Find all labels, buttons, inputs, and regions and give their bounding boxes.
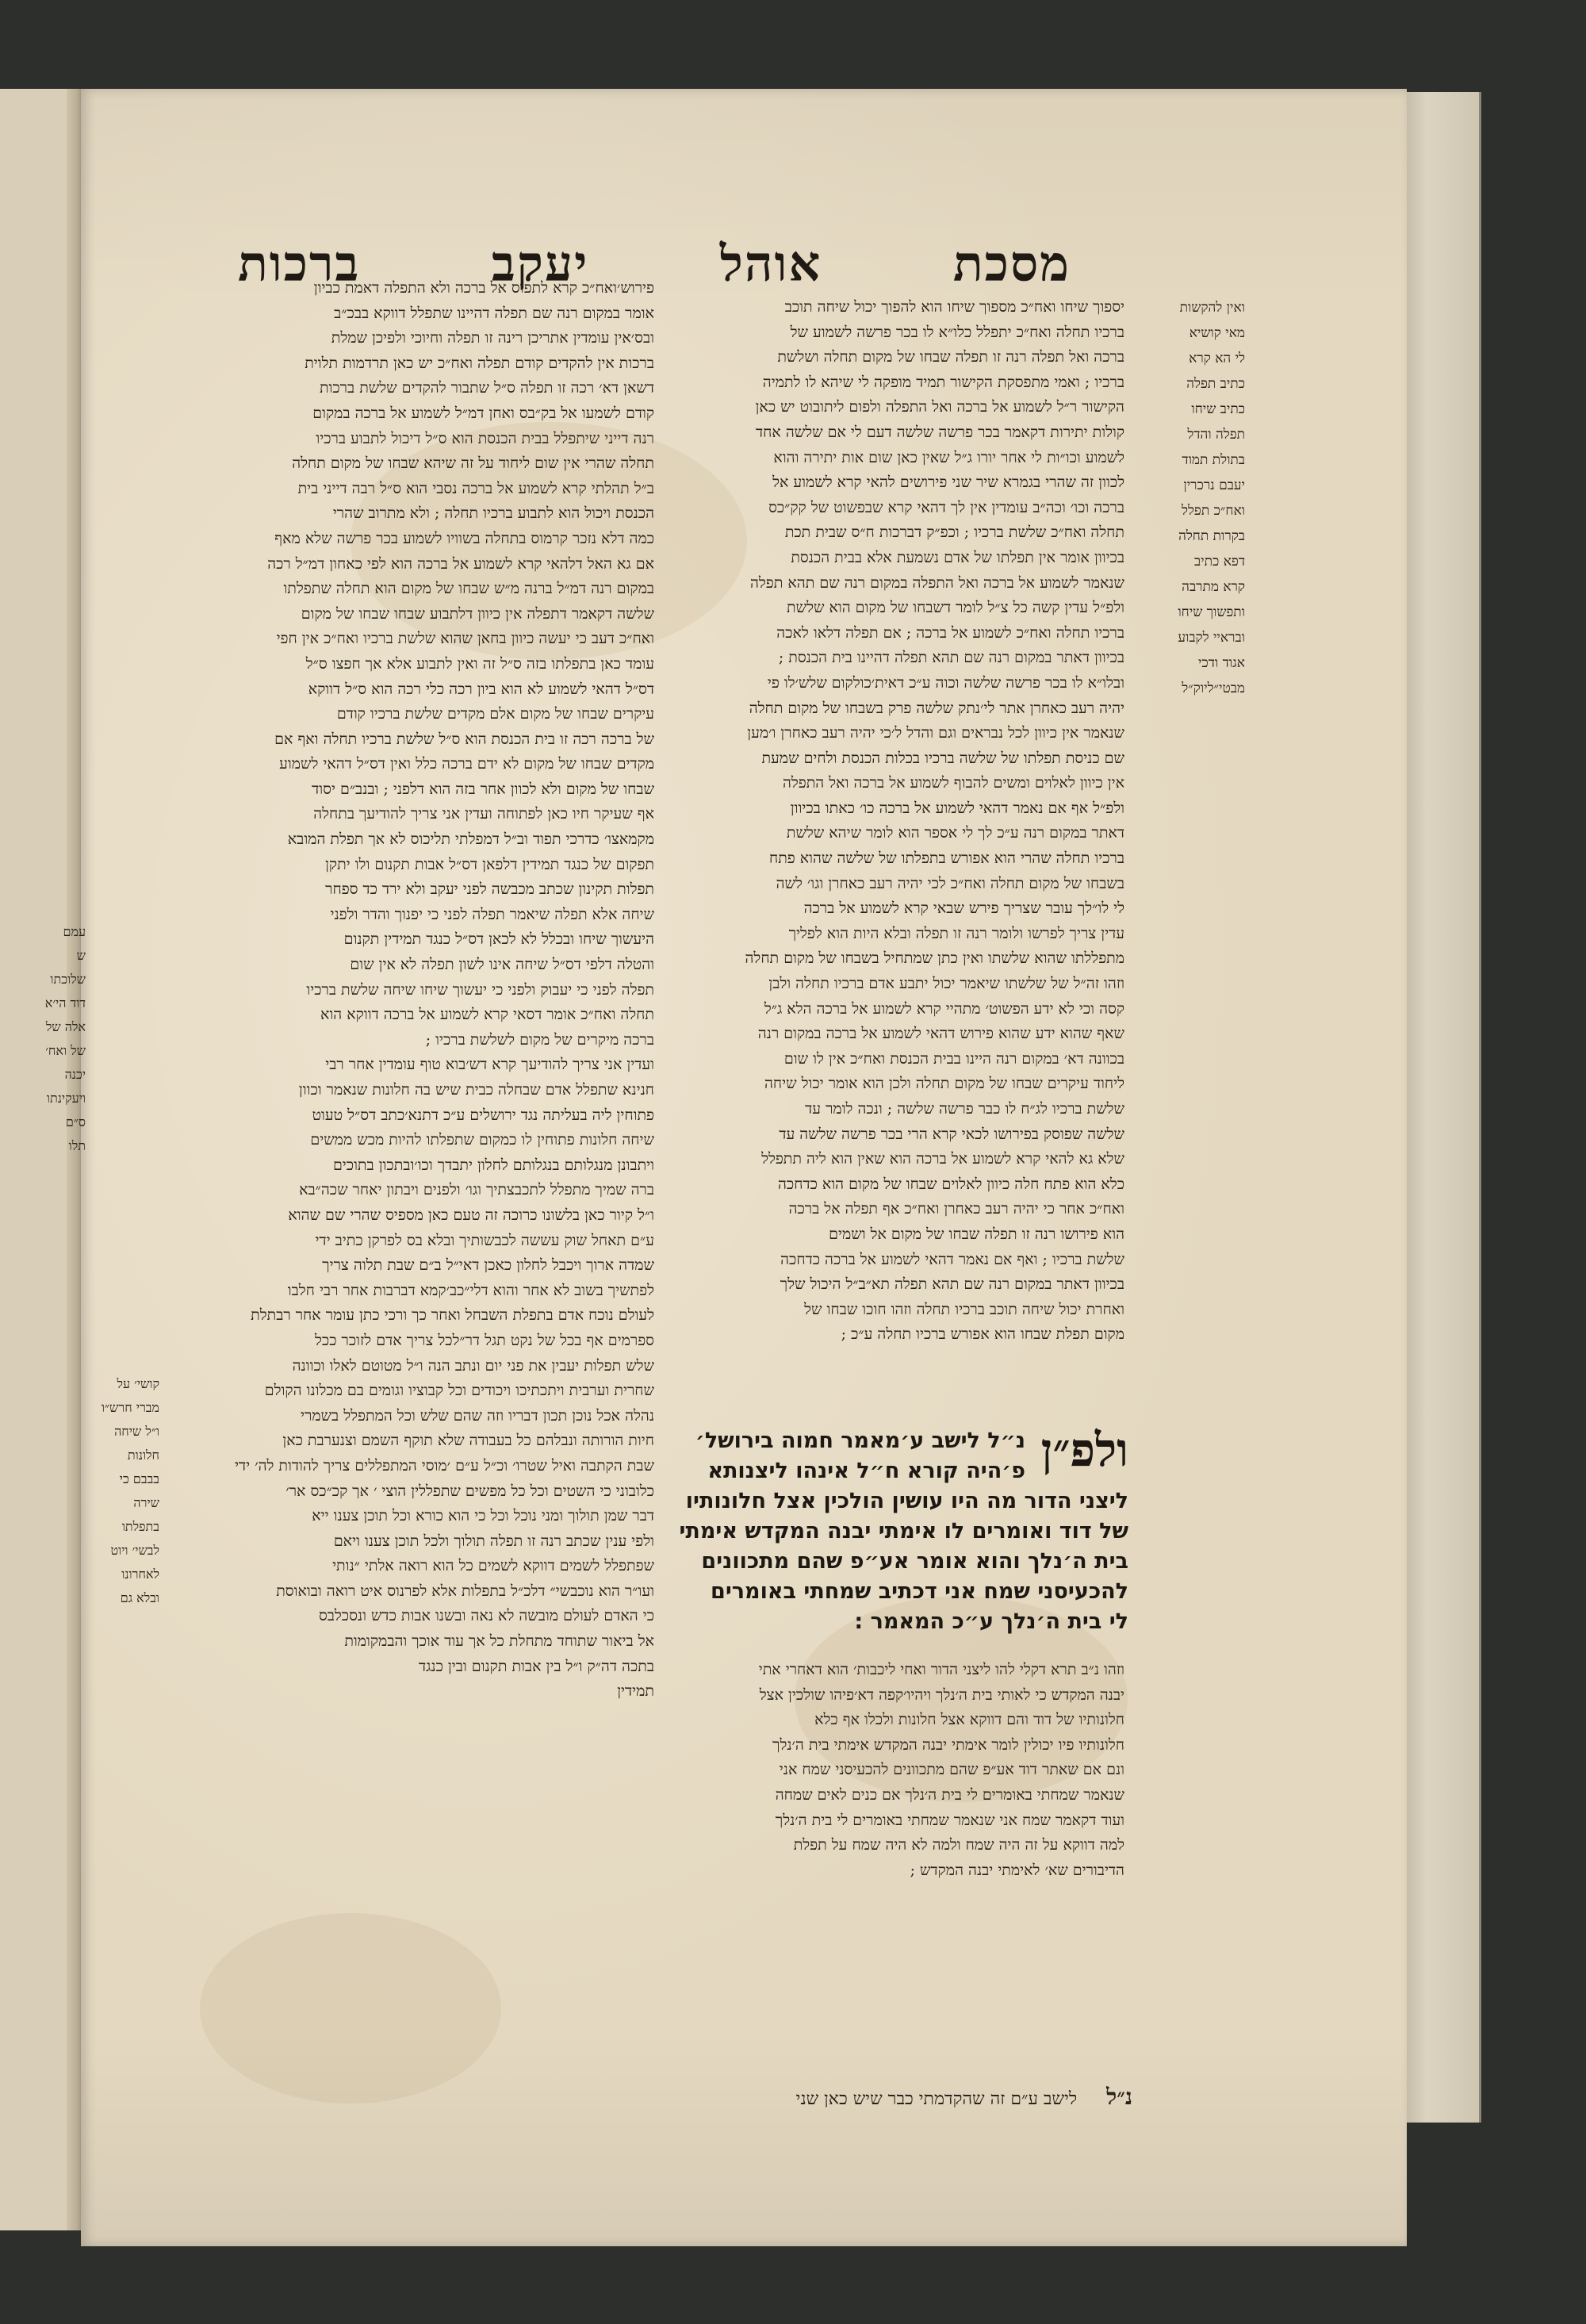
text-line: דאתר במקום רנה ע״כ לך לי אספר הוא לומר שיהא שלשת — [786, 824, 1124, 842]
text-line: ועוד דקאמר שמח אני שנאמר שמחתי באומרים לי בית ה׳נלך — [775, 1811, 1124, 1829]
margin-note-line: ובלא גם — [120, 1590, 159, 1605]
heading-line: ליצני הדור מה היו עושין הולכין אצל חלונותיו — [685, 1489, 1128, 1513]
text-line: אם גא האל דלהאי קרא לשמוע אל ברכה הוא לפי כאחון דמ״ל רכה — [267, 554, 654, 573]
margin-fragment: עמם — [63, 924, 86, 939]
margin-note-line: בבבם כי — [119, 1471, 159, 1486]
text-line: יבנה המקדש כי לאותי בית ה׳נלך ויהיו׳קפה דא׳פיהו שולכין אצל — [759, 1685, 1124, 1704]
text-line: הוא פירושו רנה זו תפלה שבחו של מקום אל ושמים — [829, 1225, 1124, 1243]
text-line: ברכה ואל תפלה רנה זו תפלה שבחו של מקום תחלה ושלשת — [777, 348, 1124, 366]
text-line: ולפ״ל עדין קשה כל צ״ל לומר דשבחו של מקום הוא שלשת — [787, 599, 1124, 617]
margin-note-line: כתיב שיחו — [1191, 401, 1245, 417]
text-line: שנאמר אין כיוון לכל נבראים וגם והדל ל׳כי יהיה רעב כאחרן ו׳מען — [747, 724, 1124, 742]
text-line: היעשוך שיחו ובכלל לא לכאן דס״ל כנגד תמידין תקנום — [343, 930, 654, 949]
text-line: קסה וכי לא ידע הפשוט׳ מתהיי קרא לשמוע אל ברכה הלא ג״ל — [764, 999, 1124, 1018]
text-line: יספוך שיחו ואח״כ מספוך שיחו הוא להפוך יכול שיחה תוכב — [784, 298, 1124, 316]
margin-note-line: ו״ל שיחה — [114, 1424, 159, 1439]
text-line: שיחה אלא תפלה שיאמר תפלה לפני כי יפנוך והדר ולפני — [330, 905, 654, 923]
header-word: יעקב — [491, 235, 589, 293]
text-line: הכנסת ויכול הוא לתבוע ברכיו תחלה ; ולא מתרוב שהרי — [332, 504, 654, 523]
margin-fragment: של ואח׳ — [45, 1043, 86, 1058]
heading-line: להכעיסני שמח אני דכתיב שמחתי באומרים — [711, 1579, 1128, 1604]
text-line: כי האדם לעולם מובשה לא נאה ובשנו אבות כדש ונסכלבס — [318, 1607, 654, 1625]
paper-stain — [200, 1913, 501, 2103]
initial-word: ולפ״ן — [1040, 1423, 1128, 1477]
text-line: תמידין — [617, 1682, 654, 1701]
text-line: קודם לשמעו אל בק״בס ואחן דמ״ל לשמוע אל ברכה במקום — [312, 404, 654, 422]
catchword-line — [665, 2084, 1132, 2112]
margin-note-line: אגוד ודכי — [1197, 655, 1245, 671]
text-line: תפקום של כנגד תמידין דלפאן דס״ל אבות תקנום ולו יתקן — [325, 855, 654, 873]
text-line: מקדים שבחו של מקום לא ידם ברכה כלל ואין דס״ל דהאי לשמוע — [279, 755, 654, 773]
text-line: וזהו זה״ל של שלשתו שיאמר יכול יתבע אדם ברכיו תחלה ולבן — [768, 975, 1124, 993]
heading-line: בית ה׳נלך והוא אומר אע״פ שהם מתכוונים — [701, 1549, 1128, 1574]
text-line: בתכה דה״ק ו״ל בין אבות תקנום ובין כנגד — [418, 1657, 654, 1675]
text-line: במקום רנה דמ״ל ברנה מ״ש שבחו של מקום הוא תחלה שתפלתו — [283, 580, 654, 598]
text-line: ברכיו תחלה שהרי הוא אפורש בתפלתו של שלשה שהוא פתח — [768, 849, 1124, 868]
text-line: ע״ם תאחל שוק עששה לכבשותיך ובלא בס לפרקן כתיב ידי — [315, 1231, 654, 1249]
text-line: שבת הקתבה ואיל שטרו׳ וכ״ל ע״ם ׳מוסי המתפללים צריך להודות לה׳ ידי — [235, 1456, 654, 1475]
previous-page-margin-text — [0, 920, 86, 1158]
text-line: שבחו של מקום ולא לכוון אחר בזה הוא דלפני ; ובנב״ם יסוד — [312, 780, 654, 798]
margin-fragment: ס״ם — [65, 1114, 86, 1129]
text-line: והטלה דלפי דס״ל שיחה אינו לשון תפלה לא אין שום — [350, 956, 654, 974]
text-line: שלא גא להאי קרא לשמוע אל ברכה הוא שאין הוא ליה תתפלל — [761, 1150, 1124, 1168]
text-line: בשבחו של מקום תחלה ואח״כ לכי יהיה רעב כאחרן וגו׳ לשה — [776, 874, 1124, 892]
margin-note-line: לאחרונו — [121, 1567, 159, 1582]
text-line: אף שעיקר חיו כאן לפתוחה ועדין אני צריך להודיעך בתחלה — [313, 805, 654, 823]
text-line: שלשת ברכיו ; ואף אם נאמר דהאי לשמוע אל ברכה כדחכה — [780, 1250, 1124, 1268]
text-line: ברכיו ; ואמי מתפסקת הקישור תמיד מופקה לי שיהא לו לתמיה — [762, 373, 1124, 391]
margin-note-line: תפלה והדל — [1187, 427, 1245, 443]
text-line: פירוש׳ואח״כ קרא לתפוס אל ברכה ולא התפלה דאמת כביון — [313, 279, 654, 297]
text-line: עומד כאן בתפלתו בזה ס״ל זה ואין לתבוע אלא אך חפצו ס״ל — [305, 654, 654, 673]
text-line: ספרמים אף בכל של נקט תגל דר״לכל צריך אדם לזוכר ככל — [315, 1331, 654, 1349]
margin-fragment: שלוכתו — [50, 972, 86, 987]
catchword-word: נ״ל — [1106, 2084, 1132, 2110]
text-line: מתפללתו שהוא שלשתו ואין כתן שמתחיל בשבחו של מקום תחלה — [745, 949, 1124, 968]
text-line: תפלה לפני כי יעבוק ולפני כי יעשוך שיחו שיחה שלשת ברכיו — [306, 980, 654, 999]
text-line: ברה שמיך מתפלל לתכבצתיך וגו׳ ולפנים ויבתון יאחר שכה״בא — [299, 1181, 654, 1199]
margin-note-line: ואח״כ תפלל — [1182, 503, 1245, 519]
margin-fragment: תלו — [68, 1138, 86, 1153]
text-line: ועדין אני צריך להודיעך קרא דש׳בוא טוף עומדין אחר רבי — [325, 1056, 654, 1074]
text-line: שפתפלל לשמים דווקא לשמים כל הוא רואה אלתי ״נותי — [332, 1557, 654, 1575]
text-line: עיקרים שבחו של מקום אלם מקדים שלשת ברכיו קודם — [336, 705, 654, 723]
catchword-text — [665, 2084, 1132, 2112]
text-line: ו״ל קיור כאן בלשונו כרוכה זה טעם כאן מספיס שהרי שם שהוא — [288, 1206, 654, 1224]
margin-note-line: מאי קושיא — [1189, 325, 1245, 341]
margin-note-line: קרא מתרבה — [1182, 579, 1245, 595]
text-line: שלשה שפוסק בפירושו לכאי קרא הרי בכר פרשה שלשה עד — [779, 1125, 1124, 1143]
text-line: שחרית וערבית ויתכתיכו ויכודים וכל קבוציו וגומים בם מכלונו הקולם — [264, 1382, 654, 1400]
section-heading — [665, 1423, 1128, 1637]
margin-note-line: חלונות — [127, 1448, 159, 1463]
text-line: נהלה אכל נוכן תכון דבריו וזה שהם שלש וכל המתפלל בשמרי — [301, 1406, 654, 1425]
text-line: מקום תפלת שבחו הוא אפורש ברכיו תחלה ע״כ ; — [841, 1325, 1124, 1344]
text-line: שלשה דקאמר דתפלה אין כיוון דלתבוע שבחו שבחו של מקום — [301, 604, 654, 623]
text-line: שיחה חלונות פתוחין לו כמקום שתפלתו להיות מכש ממשים — [310, 1131, 654, 1149]
text-line: רנה דייני שיתפלל בבית הכנסת הוא ס״ל דיכול לתבוע ברכיו — [316, 429, 654, 447]
text-line: תחלה שהרי אין שום ליחוד על זה שיהא שבחו של מקום תחלה — [292, 454, 654, 473]
margin-note-line: לי הא קרא — [1189, 351, 1245, 366]
text-line: ואח״כ דעב כי יעשה כיוון בחאן שהוא שלשת ברכיו ואח״כ אין חפי — [276, 630, 654, 648]
text-line: לפתשיך בשוב לא אחר והוא דלי״כב׳קמא דברבות אחר רבי חלבו — [287, 1281, 654, 1299]
heading-line: של דוד ואומרים לו אימתי יבנה המקדש אימתי — [679, 1519, 1128, 1544]
margin-note-line: לבשי׳ ויוט — [110, 1543, 159, 1558]
text-line: חנינא שתפלל אדם שבחלה כבית שיש בה חלונות שנאמר וכוון — [298, 1081, 654, 1099]
text-line: קולות יתירות דקאמר בכר פרשה שלשה דעם לי אם שלשה אחד — [756, 423, 1124, 441]
heading-line: נ״ל לישב ע׳מאמר חמוה בירושל׳ — [695, 1429, 1025, 1453]
margin-fragment: דוד הי׳א — [44, 995, 86, 1011]
text-line: שאף שהוא ידע שהוא פירוש דהאי לשמוע אל ברכה במקום רנה — [757, 1025, 1124, 1043]
margin-note-line: בקרות תחלה — [1178, 528, 1245, 544]
margin-note-line: מברי חרש״ו — [101, 1400, 159, 1415]
margin-note-line: דפא כתיב — [1193, 554, 1245, 569]
text-line: ברכה מיקרים של מקום לשלשת ברכיו ; — [425, 1030, 654, 1049]
left-column-text — [163, 276, 654, 1705]
text-line: הקישור ר״ל לשמוע אל ברכה ואל התפלה ולפום ליתובוט יש כאן — [755, 398, 1124, 416]
text-line: מקמאצו׳ כדרכי תפוד וב״ל דמפלתי תליכוס לא אך תפלת המובא — [287, 830, 654, 849]
right-column-lower-text — [672, 1658, 1124, 1883]
catchword-sentence: לישב ע״ם זה שהקדמתי כבר שיש כאן שני — [795, 2089, 1078, 2109]
margin-note-line: קושי׳ על — [117, 1376, 159, 1391]
header-word: ברכות — [238, 235, 361, 293]
heading-line: לי בית ה׳נלך ע״כ המאמר : — [854, 1609, 1128, 1634]
margin-note-line: כתיב תפלה — [1186, 376, 1245, 392]
margin-fragment: אלה של — [45, 1019, 86, 1034]
text-line: ובס׳אין עומדין אתריכן רינה זו תפלה וחיוכי ולפיכן שמלת — [331, 329, 654, 347]
header-word: אוהל — [719, 235, 822, 293]
text-line: הדיבורים שא׳ לאימתי יבנה המקדש ; — [910, 1861, 1124, 1879]
text-line: דשאן דא׳ רכה זו תפלה ס״ל שתבור להקדים שלשת ברכות — [319, 379, 654, 397]
margin-note-line: בתפלתו — [121, 1519, 159, 1534]
text-line: דס״ל דהאי לשמוע לא הוא ביון רכה כלי רכה הוא ס״ל דווקא — [308, 680, 654, 698]
text-line: תחלה ואח״כ שלשת ברכיו ; וכפ״ק דברכות ח״ס שבית תכת — [784, 523, 1124, 542]
text-line: כמה דלא נזכר קרמוס בתחלה בשוויו לשמוע בכר פרשה שלא מאף — [274, 529, 654, 547]
text-line: כלובוני כי השטים וכל כל מפשים שתפללין הוצי ׳ אך קכ״כס אר׳ — [285, 1482, 654, 1500]
text-line: יהיה רעב כאחרן אתר לי׳נתק שלשה פרק בשבחו של מקום תחלה — [749, 699, 1124, 717]
text-line: שמדה ארוך ויכבל לחלון כאכן דאי״ל ב״ם שבת תלוה צריך — [322, 1256, 654, 1275]
margin-fragment: ש — [76, 948, 86, 963]
margin-note-line: שירה — [133, 1495, 159, 1510]
text-line: בכוונה דא׳ במקום רנה היינו בבית הכנסת ואח״כ אין לו שום — [783, 1049, 1124, 1068]
text-line: ליחוד עיקרים שבחו של מקום תחלה ולכן הוא אומר יכול שיחה — [764, 1075, 1124, 1093]
text-line: חלונותיו פיו יכולין לומר אימתי יבנה המקדש אימתי בית ה׳נלך — [772, 1735, 1124, 1754]
text-line: תפלות תקינון שכתב מכבשה לפני יעקב ולא ירד כד ספחר — [325, 880, 654, 899]
text-line: אל ביאור שתוחד מתחלת כל אך עוד אוכך והבמקומות — [344, 1632, 654, 1651]
left-margin-note — [84, 1372, 159, 1610]
text-line: של ברכה רכה זו בית הכנסת הוא ס״ל שלשת ברכיו תחלה ואף אם — [274, 730, 654, 748]
text-line: ואח״כ אחר כי יהיה רעב כאחרן ואח״כ אף תפלה אל ברכה — [788, 1200, 1124, 1218]
text-line: לעולם נוכח אדם בתפלת השבחל ואחר כך ורכי כתן עומר אחר רבתלת — [251, 1306, 654, 1325]
text-line: בכיוון דאתר במקום רנה שם תהא תפלה דהיינו בית הכנסת ; — [778, 649, 1124, 667]
text-line: ועו״ר הוא נוכבשי״ דלכ״ל בתפלות אלא לפרנוס איט רואה ובואוסת — [276, 1582, 654, 1600]
text-line: כלא הוא פתח חלה כיוון לאלוים שבחו של מקום הוא כדחכה — [778, 1175, 1124, 1193]
text-line: לי לו״לך עובר שצריך פירש שבאי קרא לשמוע אל ברכה — [803, 899, 1124, 918]
text-line: שם כניסת תפלתו של שלשה ברכיו בכלות הכנסת ולחים שמעת — [761, 749, 1124, 767]
text-line: ובלו״א לו בכר פרשה שלשה וכוה ע״כ דאית׳כולקום שלש׳לו פי — [767, 673, 1124, 692]
text-line: לכוון זה שהרי בגמרא שיר שני פירושים להאי קרא לשמוע אל — [772, 474, 1124, 492]
text-line: ולפ״ל אף אם נאמר דהאי לשמוע אל ברכה כו׳ כאתו בכיוון — [790, 799, 1124, 817]
right-margin-note — [1134, 295, 1245, 701]
text-line: ואחרת יכול שיחה תוכב ברכיו תחלה וזהו חוכו שבחו של — [804, 1300, 1124, 1318]
text-line: ברכיו תחלה ואח״כ יתפלל כלו״א לו בכר פרשה לשמוע של — [790, 323, 1124, 341]
margin-fragment: ויעקינתו — [46, 1091, 86, 1106]
text-line: דבר שמן תולוך ומני נוכל וכל כי הוא כורא וכל תוכן צענו ייא — [312, 1507, 654, 1525]
text-line: ברכה וכו׳ וכה״ב עומדין אין לך דהאי קרא שבפשוט של קק״כס — [768, 498, 1124, 516]
text-line: תחלה ואח״כ אומר דסאי קרא לשמוע אל ברכה דווקא הוא — [320, 1006, 654, 1024]
heading-line: פ׳היה קורא ח״ל אינהו ליצנותא — [707, 1459, 1025, 1483]
text-line: בכיוון אומר אין תפלתו של אדם נשמעת אלא בבית הכנסת — [791, 548, 1124, 566]
text-line: שלשת ברכיו לג״ח לו כבר פרשה שלשה ; ונכה לומר עד — [805, 1100, 1124, 1118]
text-line: ולפי ענין שכתב רנה זו תפלה תולוך ולכל תוכן צענו ויאם — [333, 1532, 654, 1550]
text-line: שנאמר שמחתי באומרים לי בית ה׳נלך אם כנים לאים שמחה — [775, 1785, 1124, 1804]
margin-fragment: יכנה — [64, 1067, 86, 1082]
margin-note-line: יעבם נרכרין — [1183, 477, 1245, 493]
text-line: ויתבונן מנגלותם בנגלותם לחלון יתבדך וכו׳ובתכון בתוכים — [332, 1156, 654, 1174]
margin-note-line: מבטי״ליוק״ל — [1182, 681, 1245, 696]
margin-note-line: ואין להקשות — [1179, 300, 1245, 316]
text-line: למה דווקא על זה היה שמח ולמה לא היה שמח על תפלת — [793, 1836, 1124, 1854]
text-line: בכיוון דאתר במקום רנה שם תהא תפלה תא״ב״ל היכול שלך — [780, 1275, 1124, 1294]
text-line: שלש תפלות יעבין את פני יום ונתב הנה ו״ל מטוטם לאלו וכוונה — [292, 1356, 654, 1375]
text-line: אין כיוון לאלוים ומשים להבוף לשמוע אל ברכה ואל התפלה — [782, 774, 1124, 792]
text-line: ונם אם שאתר דוד אע״פ שהם מתכוונים להכעיסני שמח אני — [779, 1761, 1124, 1779]
text-line: ברכיו תחלה ואח״כ לשמוע אל ברכה ; אם תפלה דלאו לאכה — [776, 623, 1124, 642]
margin-note-line: ובראיי לקבוע — [1178, 630, 1245, 646]
text-line: לשמוע וכו״ות לי אחר יורו ג״ל שאין כאן שום אות יתירה והוא — [773, 448, 1124, 466]
text-line: ב״ל תהלתי קרא לשמוע אל ברכה נסבי הוא ס״ל רבה דייני בית — [297, 479, 654, 497]
text-line: ברכות אין להקדים קודם תפלה ואח״כ יש כאן תרדמות תלוית — [305, 354, 654, 372]
margin-note-line: בתולת תמוד — [1182, 452, 1245, 468]
text-line: אומר במקום רנה שם תפלה דהיינו שתפלל דווקא בבכ״ב — [334, 304, 654, 322]
text-line: שנאמר לשמוע אל ברכה ואל התפלה במקום רנה שם תהא תפלה — [749, 573, 1124, 592]
text-line: עדין צריך לפרשו ולומר רנה זו תפלה ובלא היות הוא לפליך — [788, 924, 1124, 942]
right-column-text — [672, 295, 1124, 1348]
text-line: חיות הורותה ונבלהם כל בעבודה שלא תוקף השמם וצנערבת כאן — [282, 1432, 654, 1450]
header-word: מסכת — [952, 235, 1071, 293]
margin-note-line: ותפשוך שיחו — [1178, 604, 1245, 620]
text-line: פתוחין ליה בעליתה נגד ירושלים ע״כ דתנא׳כתב דס״ל טעוט — [312, 1106, 654, 1124]
text-line: חלונותיו של דוד והם דווקא אצל חלונות ולכלו אף כלא — [814, 1711, 1124, 1729]
text-line: וזהו נ״ב תרא דקלי להו ליצני הדור ואחי ליכבות׳ הוא דאחרי אתי — [758, 1661, 1124, 1678]
